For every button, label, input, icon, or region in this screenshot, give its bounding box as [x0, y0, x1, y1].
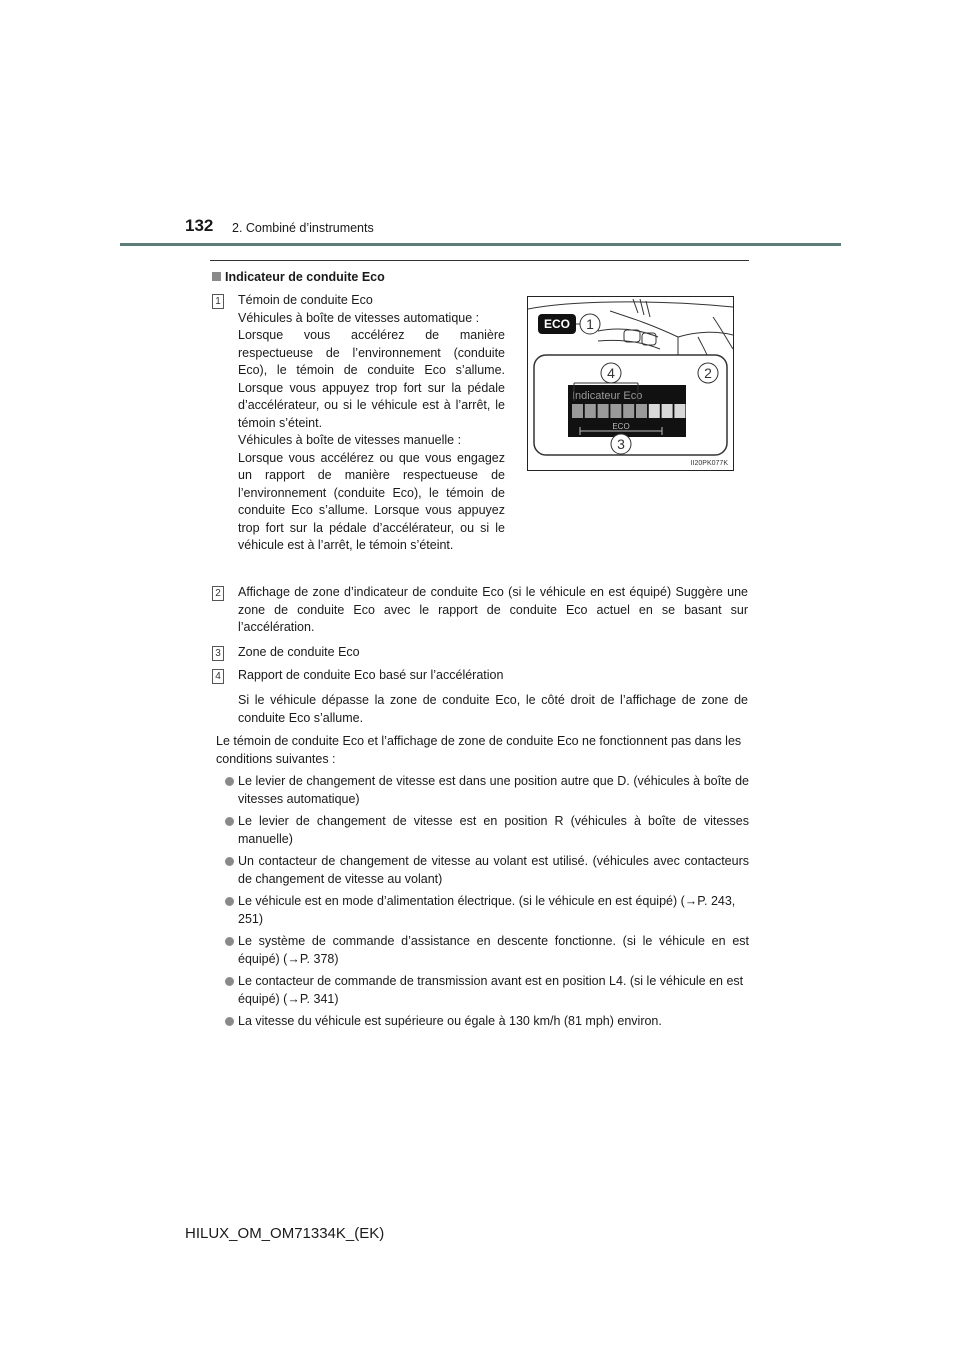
item-2-text: Affichage de zone d’indicateur de conduite Eco (si le véhicule en est équipé) Suggère une zone de conduite Eco avec le rapport de conduite Eco actuel en se basant sur l’accélération.: [238, 585, 748, 634]
eco-zone-segment: [572, 404, 583, 418]
conditions-intro: Le témoin de conduite Eco et l’affichage de zone de conduite Eco ne fonctionnent pas dans les conditions suivantes :: [216, 734, 742, 766]
eco-zone-segment: [674, 404, 685, 418]
eco-zone-segment: [662, 404, 673, 418]
condition-bullet: Le levier de changement de vitesse est en position R (véhicules à boîte de vitesses manuelle): [238, 814, 749, 846]
item-1-line: Lorsque vous accélérez ou que vous engagez un rapport de manière respectueuse de l’environnement (conduite Eco), le témoin de conduite Eco s’allume. Lorsque vous appuyez trop fort sur la pédale d’accélérateur, ou si le véhicule est à l’arrêt, le témoin s’éteint.: [238, 450, 505, 552]
callout-4-text: 4: [607, 365, 615, 381]
condition-bullet: La vitesse du véhicule est supérieure ou égale à 130 km/h (81 mph) environ.: [238, 1014, 662, 1028]
bullet-icon: [225, 857, 234, 866]
condition-bullet: Le système de commande d’assistance en descente fonctionne. (si le véhicule en est équipé) (→P. 378): [238, 934, 749, 966]
eco-zone-segment: [649, 404, 660, 418]
eco-zone-segment: [636, 404, 647, 418]
eco-zone-segment: [585, 404, 596, 418]
chapter-title: 2. Combiné d’instruments: [232, 221, 374, 235]
bullet-icon: [225, 817, 234, 826]
item-1-line: Témoin de conduite Eco: [238, 293, 373, 307]
document-code: HILUX_OM_OM71334K_(EK): [185, 1225, 385, 1242]
eco-indicator-figure: [527, 296, 734, 471]
header-divider: [120, 243, 841, 246]
condition-bullet: Un contacteur de changement de vitesse au volant est utilisé. (véhicules avec contacteurs de changement de vitesse au volant): [238, 854, 749, 886]
eco-badge-text: ECO: [543, 317, 571, 331]
bullet-icon: [225, 1017, 234, 1026]
display-eco-label: ECO: [612, 422, 630, 431]
section-title-text: Indicateur de conduite Eco: [225, 270, 385, 284]
section-title: [212, 270, 385, 284]
eco-zone-segment: [598, 404, 609, 418]
callout-3-text: 3: [617, 436, 625, 452]
bullet-icon: [225, 937, 234, 946]
item-4-text: Rapport de conduite Eco basé sur l’accélération: [238, 668, 504, 682]
bullet-icon: [225, 977, 234, 986]
callout-1-text: 1: [586, 316, 594, 332]
item-4-note: Si le véhicule dépasse la zone de conduite Eco, le côté droit de l’affichage de zone de conduite Eco s’allume.: [238, 693, 748, 725]
item-1-line: Lorsque vous accélérez de manière respectueuse de l’environnement (conduite Eco), le témoin de conduite Eco s’allume. Lorsque vous appuyez trop fort sur la pédale d’accélérateur, ou si le véhicule est à l’arrêt, le témoin s’éteint.: [238, 328, 505, 430]
eco-zone-segment: [610, 404, 621, 418]
figure-code: II20PK077K: [690, 460, 728, 467]
condition-bullet: Le levier de changement de vitesse est dans une position autre que D. (véhicules à boîte de vitesses automatique): [238, 774, 749, 806]
condition-bullet: Le contacteur de commande de transmission avant est en position L4. (si le véhicule en est équipé) (→P. 341): [238, 974, 744, 1006]
eco-zone-segments: [572, 404, 685, 418]
display-title: Indicateur Eco: [572, 390, 643, 402]
eco-zone-segment: [623, 404, 634, 418]
item-number-3: 3: [212, 646, 224, 661]
item-number-2: 2: [212, 586, 224, 601]
bullet-icon: [225, 777, 234, 786]
callout-2-text: 2: [704, 365, 712, 381]
condition-bullet: Le véhicule est en mode d’alimentation électrique. (si le véhicule en est équipé) (→P. 243, 251): [238, 894, 736, 926]
section-divider: [210, 260, 749, 261]
item-1-line: Véhicules à boîte de vitesses manuelle :: [238, 433, 462, 447]
item-3-text: Zone de conduite Eco: [238, 645, 360, 659]
item-number-4: 4: [212, 669, 224, 684]
page-number: 132: [185, 216, 214, 235]
eco-indicator-illustration: [528, 297, 733, 470]
bullet-icon: [225, 897, 234, 906]
section-square-icon: [212, 272, 221, 281]
item-1-text: [238, 292, 505, 555]
item-number-1: 1: [212, 294, 224, 309]
item-1-line: Véhicules à boîte de vitesses automatique :: [238, 310, 480, 325]
